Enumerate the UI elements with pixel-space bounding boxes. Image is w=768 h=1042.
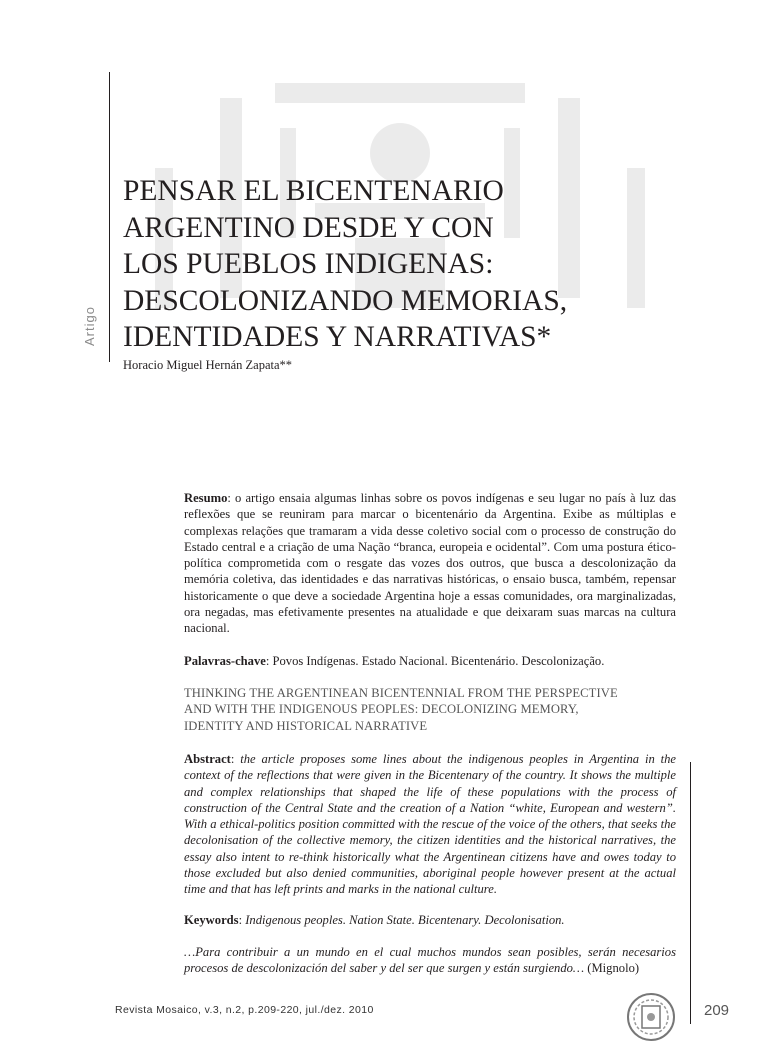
english-title-line: THINKING THE ARGENTINEAN BICENTENNIAL FROM THE PERSPECTIVE bbox=[184, 686, 618, 700]
abstract-sep: : bbox=[230, 752, 241, 766]
abstract-paragraph bbox=[184, 751, 676, 898]
keywords-text: Indigenous peoples. Nation State. Bicentenary. Decolonisation. bbox=[245, 913, 565, 927]
right-vertical-rule bbox=[690, 762, 691, 1024]
author-name: Horacio Miguel Hernán Zapata** bbox=[123, 358, 293, 372]
palavras-chave bbox=[184, 653, 676, 669]
english-title-line: IDENTITY AND HISTORICAL NARRATIVE bbox=[184, 718, 428, 733]
epigraph-attribution: (Mignolo) bbox=[584, 961, 640, 976]
title-line: ARGENTINO DESDE Y CON bbox=[123, 211, 494, 244]
journal-logo-icon bbox=[626, 992, 676, 1042]
keywords-sep: : bbox=[238, 913, 246, 927]
keywords bbox=[184, 912, 676, 928]
article-title bbox=[123, 173, 663, 356]
abstract-text: the article proposes some lines about the indigenous peoples in Argentina in the context of the reflections that were given in the Bicentenary of the country. It shows the multiple and complex relationships that shaped the life of these populations with the process of construction of the Central State and the creation of a Nation “white, European and western”. With a ethical-politics position committed with the rescue of the voice of the others, that seeks the decolonisation of the collective memory, the citizen identities and the historical narratives, the essay also intent to re-think historically what the Argentinean citizens have and owes today to those excluded but also denied communities, aboriginal people however present at the actual time and that has left prints and marks in the national culture. bbox=[184, 752, 677, 897]
title-line: PENSAR EL BICENTENARIO bbox=[123, 175, 504, 207]
palavras-text: : Povos Indígenas. Estado Nacional. Bicentenário. Descolonização. bbox=[265, 654, 605, 668]
palavras-label: Palavras-chave bbox=[184, 654, 266, 668]
resumo-label: Resumo bbox=[184, 491, 228, 505]
epigraph-quote: …Para contribuir a un mundo en el cual muchos mundos sean posibles, serán necesarios procesos de descolonización del saber y del ser que surgen y están surgiendo… bbox=[184, 945, 676, 976]
english-title-line: AND WITH THE INDIGENOUS PEOPLES: DECOLONIZING MEMORY, bbox=[184, 702, 579, 717]
resumo-paragraph bbox=[184, 490, 676, 637]
journal-reference: Revista Mosaico, v.3, n.2, p.209-220, jul./dez. 2010 bbox=[115, 1004, 374, 1016]
title-line: IDENTIDADES Y NARRATIVAS* bbox=[123, 321, 552, 353]
left-vertical-rule bbox=[109, 72, 110, 362]
section-label: Artigo bbox=[82, 306, 97, 346]
epigraph bbox=[184, 944, 676, 977]
abstract-label: Abstract bbox=[184, 752, 231, 766]
keywords-label: Keywords bbox=[184, 913, 239, 927]
english-title bbox=[184, 685, 676, 734]
title-line: LOS PUEBLOS INDIGENAS: bbox=[123, 248, 494, 280]
resumo-text: : o artigo ensaia algumas linhas sobre os povos indígenas e seu lugar no país à luz das reflexões que se reuniram para marcar o bicentenário da Argentina. Exibe as múltiplas e complexas relações que tramaram a vida desse coletivo social com o processo de construção do Estado central e a criação de uma Nação “branca, europeia e ocidental”. Com uma postura ético-política comprometida com o resgate das vozes dos outros, que busca a descolonização da memória coletiva, das identidades e das narrativas históricas, o ensaio busca, também, repensar historicamente o que deve a sociedade Argentina hoje a essas comunidades, ora marginalizadas, ora negadas, mas efetivamente presentes na atualidade e que deixaram suas marcas na cultura nacional. bbox=[184, 491, 676, 636]
title-line: DESCOLONIZANDO MEMORIAS, bbox=[123, 284, 568, 317]
page-number: 209 bbox=[704, 1002, 730, 1019]
